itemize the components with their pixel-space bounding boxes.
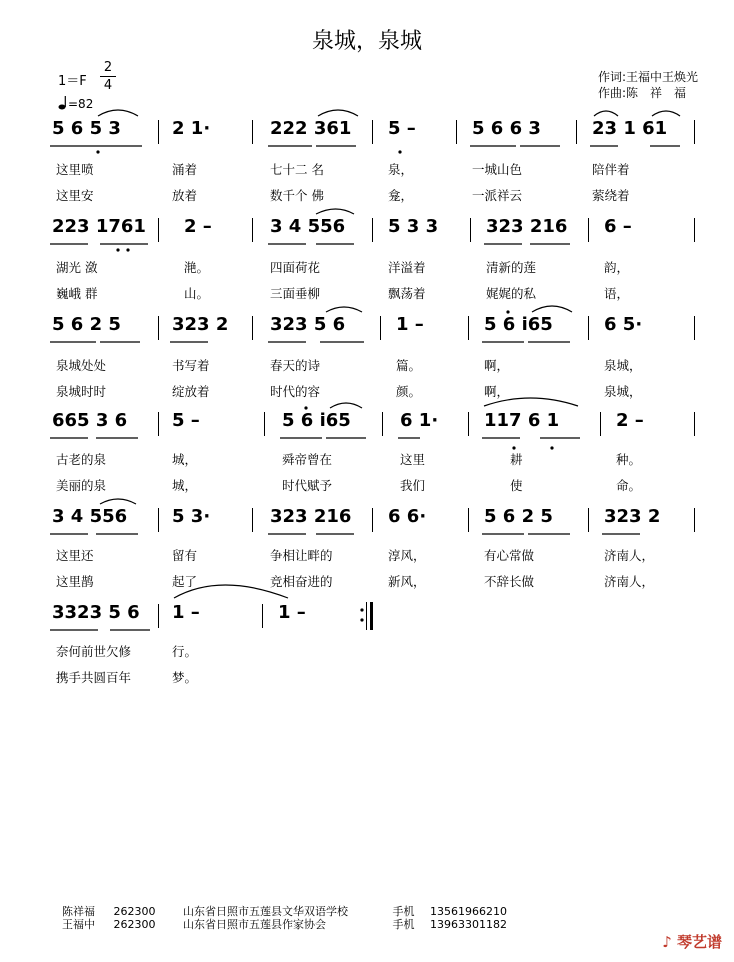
slur — [330, 403, 362, 408]
footer-zip: 262300 — [113, 918, 156, 931]
measure-2-5: 323 216 — [486, 216, 568, 237]
lyric-3-4b: 颜。 — [396, 384, 422, 399]
footer-name: 王福中 — [62, 918, 95, 931]
measure-5-2: 5 3· — [172, 506, 211, 527]
lyric-3-5a: 啊， — [484, 358, 510, 373]
measure-2-3: 3 4 556 — [270, 216, 346, 237]
time-signature-bottom: 4 — [103, 78, 113, 93]
measure-3-4: 1 – — [396, 314, 424, 335]
lyric-3-1a: 泉城处处 — [56, 358, 107, 373]
footer-org: 山东省日照市五莲县文华双语学校 — [183, 905, 348, 918]
measure-5-1: 3 4 556 — [52, 506, 128, 527]
measure-5-6: 323 2 — [604, 506, 661, 527]
footer-phone-label: 手机 — [392, 918, 415, 931]
measure-4-1: 665 3 6 — [52, 410, 128, 431]
slur — [594, 111, 618, 116]
lyric-3-1b: 泉城时时 — [56, 384, 107, 399]
slur — [652, 111, 680, 116]
lyric-4-1b: 美丽的泉 — [56, 478, 107, 493]
lyric-1-2b: 放着 — [172, 188, 198, 203]
lyric-2-1b: 巍峨 群 — [56, 286, 98, 301]
lyric-3-6b: 泉城， — [604, 384, 642, 399]
lyric-4-6a: 种。 — [616, 452, 642, 467]
lyric-6-2b: 梦。 — [172, 670, 198, 685]
slur — [98, 110, 138, 116]
lyric-2-1a: 湖光 潋 — [56, 260, 98, 275]
lyric-5-1a: 这里还 — [56, 548, 94, 563]
lyric-4-4b: 我们 — [400, 478, 426, 493]
lyric-5-5a: 有心常做 — [484, 548, 535, 563]
measure-1-3: 222 361 — [270, 118, 352, 139]
lyric-1-4b: 龛， — [388, 188, 414, 203]
octave-dot — [398, 150, 401, 153]
lyric-5-4a: 淳风， — [388, 548, 426, 563]
footer-phone: 13561966210 — [430, 905, 507, 918]
lyric-3-4a: 篇。 — [396, 358, 422, 373]
lyric-1-5a: 一城山色 — [472, 162, 523, 177]
slur — [316, 209, 354, 214]
footer-row-2 — [62, 916, 507, 932]
lyric-4-3b: 时代赋予 — [282, 478, 333, 493]
measure-2-6: 6 – — [604, 216, 632, 237]
lyric-5-4b: 新风， — [388, 574, 426, 589]
lyric-2-5b: 娓娓的私 — [486, 286, 537, 301]
measure-1-6: 23 1 61 — [592, 118, 668, 139]
tempo-value: =82 — [68, 97, 94, 111]
lyric-6-2a: 行。 — [172, 644, 198, 659]
lyric-2-5a: 清新的莲 — [486, 260, 537, 275]
measure-3-6: 6 5· — [604, 314, 643, 335]
lyric-5-1b: 这里鹊 — [56, 574, 94, 589]
measure-5-4: 6 6· — [388, 506, 427, 527]
composer-credit: 作曲:陈 祥 福 — [598, 86, 687, 100]
lyric-3-6a: 泉城， — [604, 358, 642, 373]
lyric-6-1b: 携手共圆百年 — [56, 670, 132, 685]
slur — [100, 499, 136, 504]
lyric-5-5b: 不辞长做 — [484, 574, 535, 589]
lyric-2-6b: 语， — [604, 286, 630, 301]
measure-1-2: 2 1· — [172, 118, 211, 139]
lyric-5-2a: 留有 — [172, 548, 198, 563]
lyric-5-6b: 济南人， — [604, 574, 655, 589]
slur — [174, 585, 288, 598]
lyric-4-5a: 耕 — [510, 452, 523, 467]
lyric-4-4a: 这里 — [400, 452, 426, 467]
lyric-2-3b: 三面垂柳 — [270, 286, 321, 301]
lyric-3-2a: 书写着 — [172, 358, 210, 373]
lyric-5-6a: 济南人， — [604, 548, 655, 563]
lyric-2-4b: 飘荡着 — [388, 286, 426, 301]
song-title: 泉城，泉城 — [311, 29, 422, 54]
measure-3-1: 5 6 2 5 — [52, 314, 121, 335]
watermark-logo — [662, 931, 722, 952]
measure-4-6: 2 – — [616, 410, 644, 431]
lyric-5-3a: 争相让畔的 — [270, 548, 333, 563]
measure-4-5: 117 6 1 — [484, 410, 560, 431]
lyric-2-3a: 四面荷花 — [270, 260, 321, 275]
footer-zip: 262300 — [113, 905, 156, 918]
octave-dot — [304, 406, 307, 409]
lyric-5-2b: 起了 — [172, 574, 198, 589]
lyric-1-2a: 涌着 — [172, 162, 198, 177]
slur — [484, 398, 578, 406]
lyric-5-3b: 竞相奋进的 — [270, 574, 333, 589]
footer-phone-label: 手机 — [392, 905, 415, 918]
measure-5-3: 323 216 — [270, 506, 352, 527]
lyric-6-1a: 奈何前世欠修 — [56, 644, 132, 659]
lyric-1-1a: 这里喷 — [56, 162, 94, 177]
slur — [326, 307, 362, 312]
lyric-1-3b: 数千个 佛 — [270, 188, 324, 203]
measure-2-2: 2 – — [184, 216, 212, 237]
octave-dot — [96, 150, 99, 153]
lyric-2-4a: 洋溢着 — [388, 260, 426, 275]
octave-dot — [512, 446, 515, 449]
octave-dot — [116, 248, 119, 251]
lyric-1-1b: 这里安 — [56, 188, 94, 203]
lyric-1-3a: 七十二 名 — [270, 162, 324, 177]
measure-1-4: 5 – — [388, 118, 416, 139]
footer-phone: 13963301182 — [430, 918, 507, 931]
measure-6-3: 1 – — [278, 602, 306, 623]
measure-3-5: 5 6 i65 — [484, 314, 553, 335]
time-signature-top: 2 — [103, 60, 113, 75]
octave-dot — [506, 310, 509, 313]
measure-1-1: 5 6 5 3 — [52, 118, 121, 139]
measure-4-2: 5 – — [172, 410, 200, 431]
lyric-2-6a: 韵， — [604, 260, 630, 275]
key-signature: 1＝F — [58, 74, 87, 89]
measure-2-1: 223 1761 — [52, 216, 146, 237]
lyric-1-6a: 陪伴着 — [592, 162, 630, 177]
lyric-4-5b: 使 — [510, 478, 523, 493]
lyric-2-2a: 滟。 — [184, 260, 210, 275]
lyric-3-2b: 绽放着 — [172, 384, 210, 399]
watermark-icon: ♪ — [662, 933, 677, 951]
octave-dot — [126, 248, 129, 251]
measure-1-5: 5 6 6 3 — [472, 118, 541, 139]
lyric-4-3a: 舜帝曾在 — [282, 452, 333, 467]
lyric-1-6b: 萦绕着 — [592, 188, 630, 203]
lyric-3-3a: 春天的诗 — [270, 358, 321, 373]
watermark-text: 琴艺谱 — [676, 933, 722, 951]
measure-5-5: 5 6 2 5 — [484, 506, 553, 527]
measure-6-1: 3323 5 6 — [52, 602, 140, 623]
slur — [532, 306, 572, 312]
footer-name: 陈祥福 — [62, 905, 95, 918]
footer-org: 山东省日照市五莲县作家协会 — [183, 918, 326, 931]
measure-3-3: 323 5 6 — [270, 314, 346, 335]
lyric-1-5b: 一派祥云 — [472, 188, 523, 203]
measure-6-2: 1 – — [172, 602, 200, 623]
lyric-2-2b: 山。 — [184, 286, 210, 301]
lyricist-credit: 作词:王福中王焕光 — [598, 70, 699, 84]
lyric-4-6b: 命。 — [616, 478, 642, 493]
lyric-1-4a: 泉， — [388, 162, 414, 177]
measure-2-4: 5 3 3 — [388, 216, 439, 237]
measure-4-4: 6 1· — [400, 410, 439, 431]
slur — [318, 110, 358, 116]
repeat-dot — [360, 618, 363, 621]
repeat-dot — [360, 608, 363, 611]
lyric-3-3b: 时代的容 — [270, 384, 321, 399]
lyric-3-5b: 啊， — [484, 384, 510, 399]
lyric-4-1a: 古老的泉 — [56, 452, 107, 467]
measure-4-3: 5 6 i65 — [282, 410, 351, 431]
measure-3-2: 323 2 — [172, 314, 229, 335]
octave-dot — [550, 446, 553, 449]
lyric-4-2a: 城， — [172, 452, 198, 467]
lyric-4-2b: 城， — [172, 478, 198, 493]
